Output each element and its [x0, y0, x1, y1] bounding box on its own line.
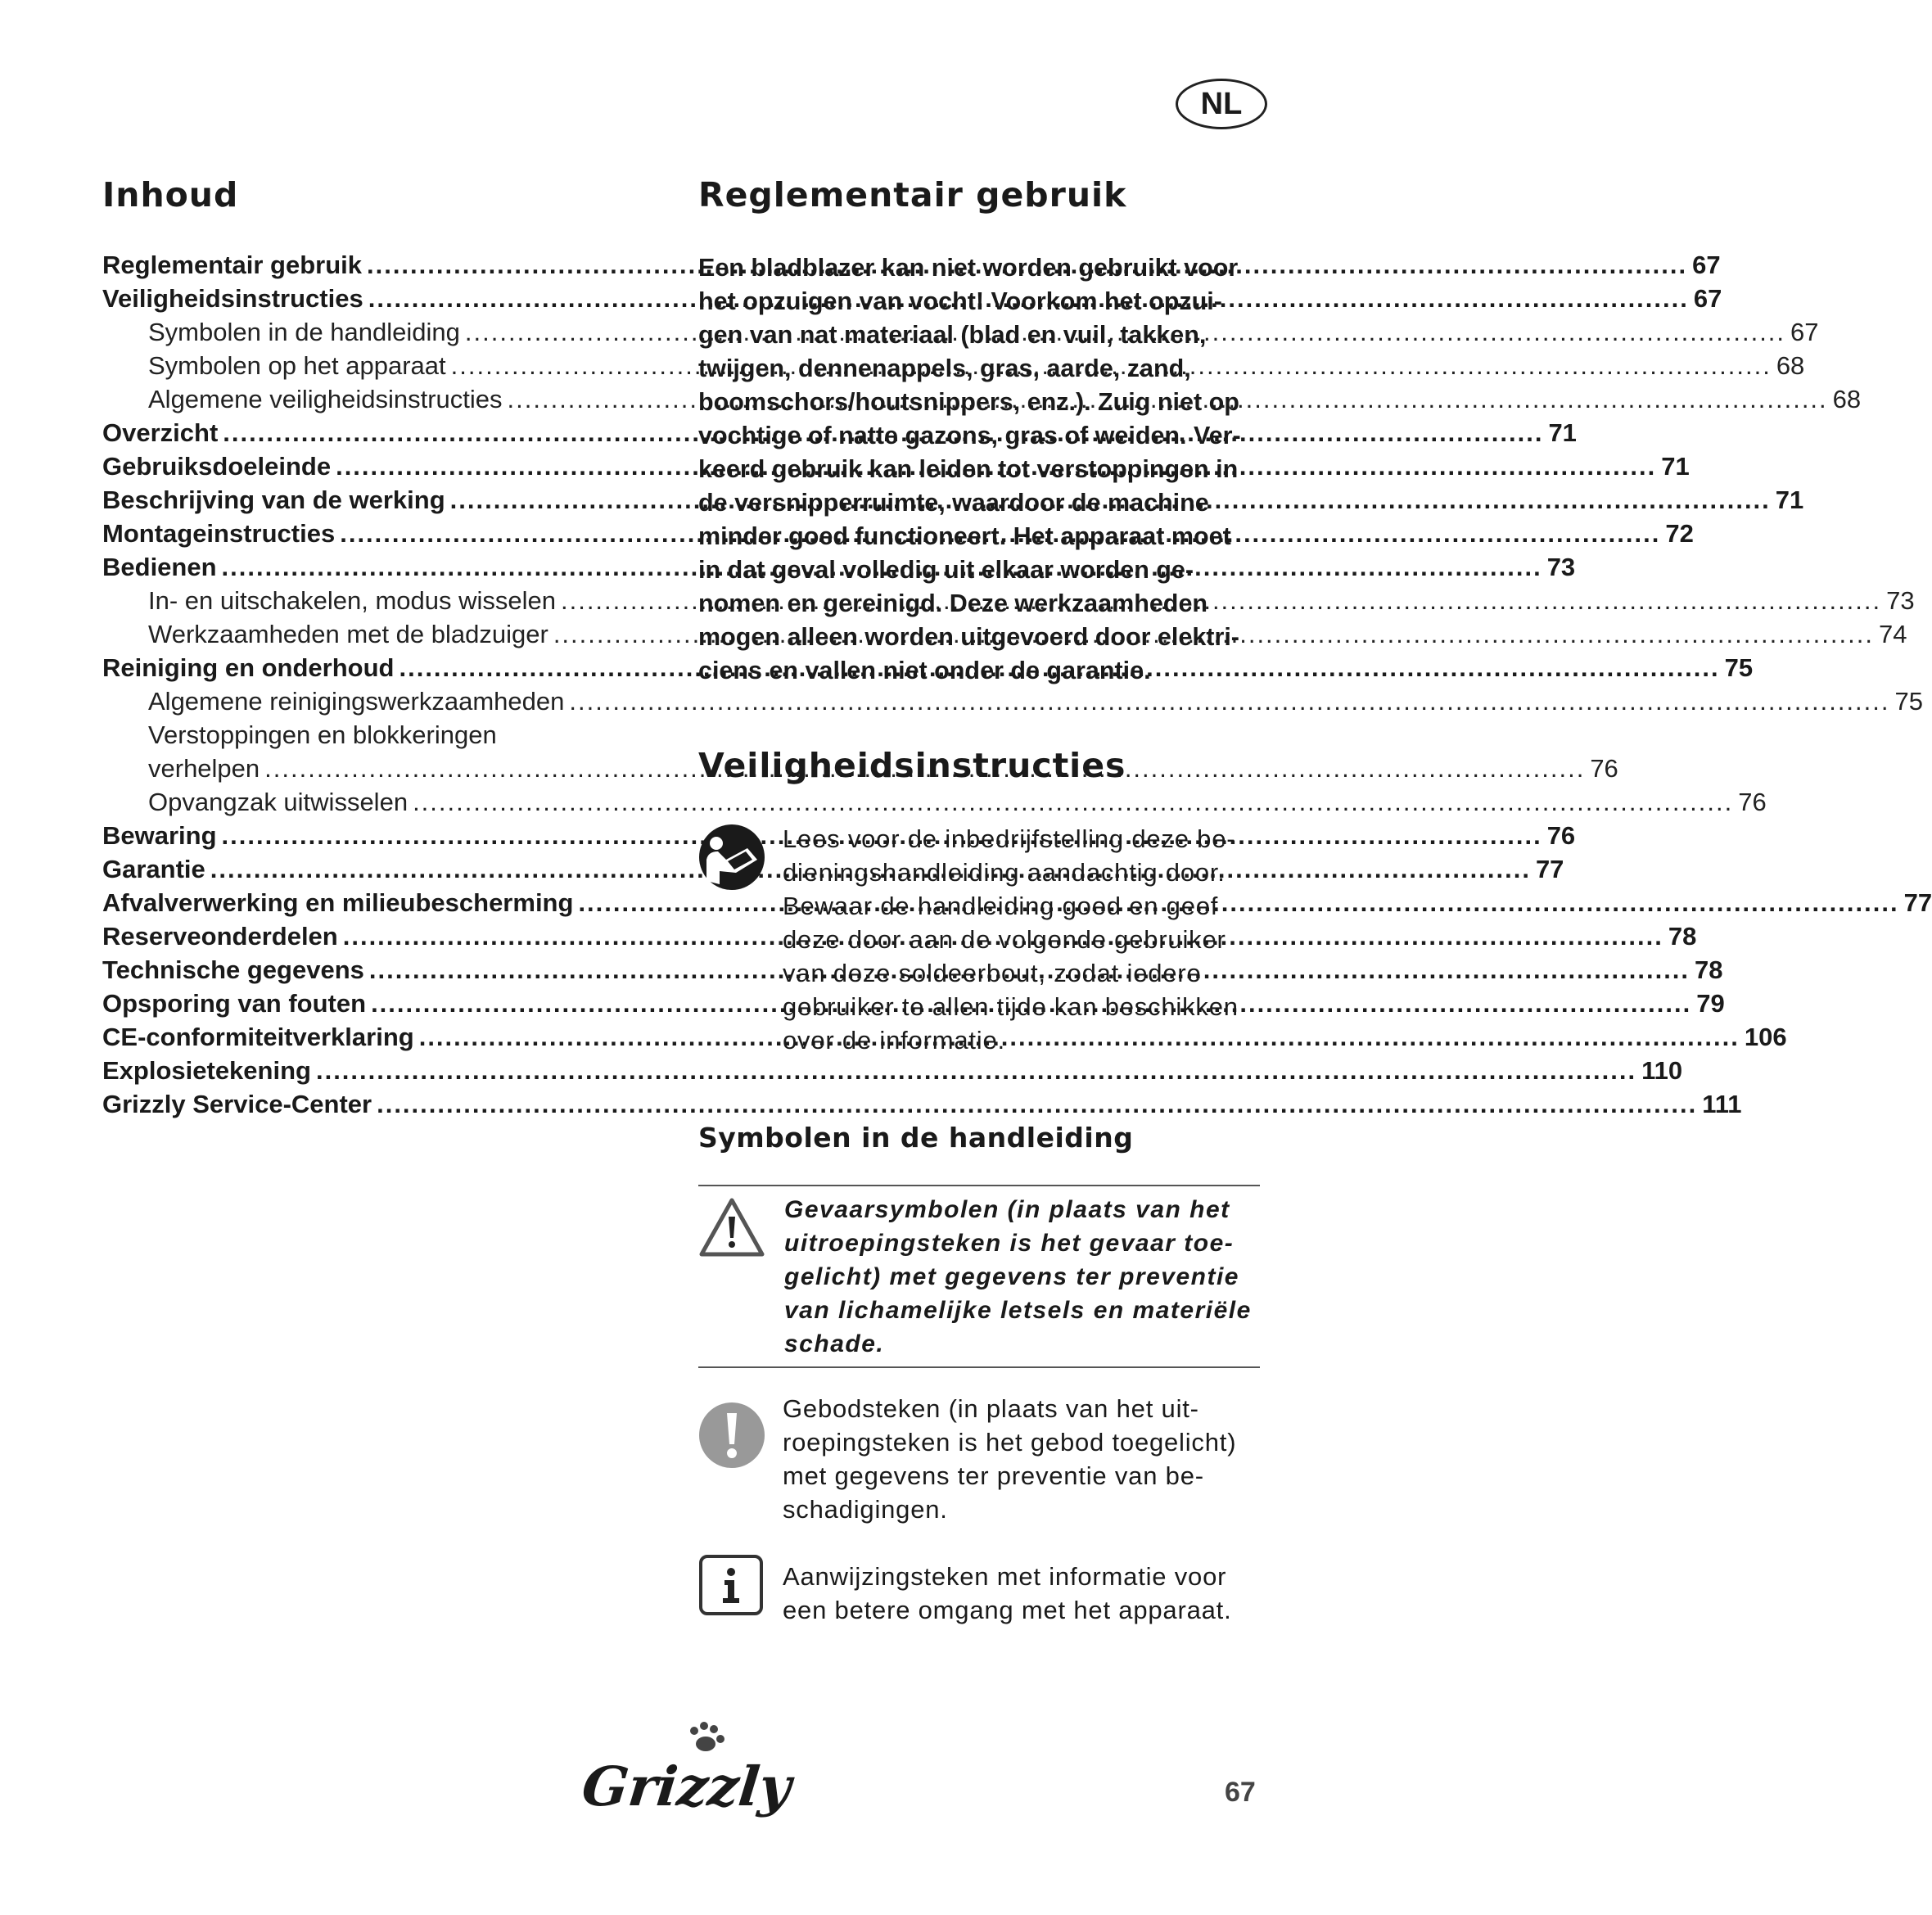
dot-leader — [377, 1090, 1697, 1119]
toc-item-label: CE-conformiteitverklaring — [102, 1023, 414, 1051]
toc-item-label: Bedienen — [102, 553, 217, 581]
text-line: boomschors/houtsnippers, enz.). Zuig niet op — [698, 388, 1239, 416]
toc-item-page: 75 — [1894, 687, 1923, 716]
toc-item-page: 71 — [1548, 418, 1577, 447]
toc-item-label: Gebruiksdoeleinde — [102, 452, 332, 481]
text-line: over de informatie. — [783, 1026, 1005, 1055]
text-line: in dat geval volledig uit elkaar worden ge- — [698, 556, 1194, 584]
toc-item-label: Garantie — [102, 855, 205, 883]
info-icon — [698, 1554, 764, 1616]
toc-item-label: Explosietekening — [102, 1056, 311, 1085]
read-manual-text — [783, 822, 1380, 1057]
toc-item-label: Opsporing van fouten — [102, 989, 367, 1018]
text-line: gelicht) met gegevens ter preventie — [784, 1263, 1239, 1290]
toc-item-page: 68 — [1776, 351, 1805, 380]
toc-item-page: 72 — [1665, 519, 1694, 548]
toc-item[interactable] — [102, 687, 1923, 720]
toc-item-page: 76 — [1590, 754, 1618, 783]
text-line: roepingsteken is het gebod toegelicht) — [783, 1428, 1237, 1457]
dot-leader — [316, 1056, 1636, 1086]
text-line: minder goed functioneert. Het apparaat moet — [698, 522, 1231, 550]
toc-item-label: Verstoppingen en blokkeringen — [148, 720, 497, 749]
toc-item[interactable] — [102, 1056, 1683, 1090]
grizzly-logo — [579, 1719, 795, 1818]
usage-title: Reglementair gebruik — [698, 175, 1127, 215]
text-line: dieningshandleiding aandachtig door. — [783, 858, 1226, 887]
toc-item-label: Technische gegevens — [102, 955, 364, 984]
toc-item-label: Algemene reinigingswerkzaamheden — [148, 687, 565, 716]
text-line: gen van nat materiaal (blad en vuil, takken, — [698, 321, 1207, 349]
text-line: mogen alleen worden uitgevoerd door elektri- — [698, 623, 1239, 651]
text-line: twijgen, dennenappels, gras, aarde, zand, — [698, 355, 1191, 382]
toc-item-label: Algemene veiligheidsinstructies — [148, 385, 503, 413]
symbols-title: Symbolen in de handleiding — [698, 1122, 1134, 1154]
usage-paragraph — [698, 251, 1296, 688]
warning-symbol-text — [784, 1193, 1382, 1361]
toc-item-page: 76 — [1738, 788, 1767, 816]
mandatory-sign-text — [783, 1392, 1380, 1526]
toc-item[interactable] — [102, 788, 1767, 821]
toc-item-page: 75 — [1724, 653, 1754, 682]
toc-item-label: Bewaring — [102, 821, 217, 850]
toc-item-label: Montageinstructies — [102, 519, 336, 548]
text-line: het opzuigen van vocht! Voorkom het opzui- — [698, 287, 1222, 315]
toc-item-label: Beschrijving van de werking — [102, 486, 445, 514]
toc-item-label: In- en uitschakelen, modus wisselen — [148, 586, 556, 615]
toc-item[interactable] — [102, 1090, 1742, 1123]
text-line: Een bladblazer kan niet worden gebruikt voor — [698, 254, 1239, 282]
toc-title: Inhoud — [102, 175, 239, 215]
text-line: uitroepingsteken is het gevaar toe- — [784, 1230, 1235, 1257]
text-line: vochtige of natte gazons, gras of weiden. Ver- — [698, 422, 1241, 449]
toc-item-label: Reiniging en onderhoud — [102, 653, 395, 682]
text-line: van deze soldeerbout, zodat iedere — [783, 959, 1202, 987]
text-line: ciens en vallen niet onder de garantie. — [698, 657, 1151, 684]
divider — [698, 1366, 1260, 1368]
text-line: van lichamelijke letsels en materiële — [784, 1297, 1252, 1324]
toc-item-label: Afvalverwerking en milieubescherming — [102, 888, 574, 917]
toc-item-label: Reglementair gebruik — [102, 251, 362, 279]
language-badge: NL — [1176, 79, 1267, 129]
read-manual-icon — [698, 824, 765, 891]
text-line: deze door aan de volgende gebruiker — [783, 925, 1226, 954]
toc-item-page: 77 — [1903, 888, 1932, 917]
text-line: nomen en gereinigd. Deze werkzaamheden — [698, 589, 1208, 617]
toc-item-label: Symbolen in de handleiding — [148, 318, 460, 346]
text-line: gebruiker te allen tijde kan beschikken — [783, 992, 1239, 1021]
warning-triangle-icon — [698, 1197, 765, 1258]
text-line: Gevaarsymbolen (in plaats van het — [784, 1196, 1230, 1223]
text-line: Aanwijzingsteken met informatie voor — [783, 1562, 1227, 1591]
toc-item-page: 67 — [1790, 318, 1819, 346]
safety-title: Veiligheidsinstructies — [698, 746, 1126, 785]
info-sign-text — [783, 1560, 1380, 1627]
text-line: met gegevens ter preventie van be- — [783, 1461, 1204, 1490]
toc-item-label: Werkzaamheden met de bladzuiger — [148, 620, 548, 648]
toc-item-page: 77 — [1535, 855, 1564, 883]
svg-text:Grizzly: Grizzly — [579, 1755, 795, 1818]
toc-item-page: 74 — [1878, 620, 1907, 648]
toc-item-page: 73 — [1886, 586, 1915, 615]
toc-item-page: 67 — [1692, 251, 1721, 279]
mandatory-sign-icon — [698, 1402, 765, 1469]
toc-item-label: Grizzly Service-Center — [102, 1090, 372, 1118]
toc-item-label: Veiligheidsinstructies — [102, 284, 363, 313]
divider — [698, 1185, 1260, 1186]
dot-leader — [569, 687, 1889, 716]
toc-item-page: 71 — [1775, 486, 1804, 514]
toc-item-page: 71 — [1661, 452, 1690, 481]
text-line: Bewaar de handleiding goed en geef — [783, 892, 1219, 920]
text-line: keerd gebruik kan leiden tot verstoppingen in — [698, 455, 1239, 483]
text-line: Gebodsteken (in plaats van het uit- — [783, 1394, 1199, 1423]
text-line: de versnipperruimte, waardoor de machine — [698, 489, 1209, 517]
toc-item-page: 79 — [1696, 989, 1725, 1018]
toc-item-page: 76 — [1546, 821, 1576, 850]
text-line: schade. — [784, 1330, 885, 1357]
text-line: schadigingen. — [783, 1495, 948, 1524]
toc-item-label: Opvangzak uitwisselen — [148, 788, 409, 816]
toc-item[interactable] — [102, 720, 672, 754]
toc-item-label: verhelpen — [148, 754, 260, 783]
text-line: Lees voor de inbedrijfstelling deze be- — [783, 824, 1236, 853]
text-line: een betere omgang met het apparaat. — [783, 1596, 1232, 1624]
toc-item-label: Overzicht — [102, 418, 219, 447]
toc-item-page: 73 — [1546, 553, 1576, 581]
toc-item-page: 110 — [1641, 1056, 1683, 1085]
toc-item-page: 67 — [1693, 284, 1722, 313]
dot-leader — [413, 788, 1733, 817]
toc-item-page: 78 — [1695, 955, 1723, 984]
toc-item-page: 106 — [1744, 1023, 1787, 1051]
toc-item-page: 68 — [1832, 385, 1862, 413]
toc-item-label: Symbolen op het apparaat — [148, 351, 446, 380]
toc-item-label: Reserveonderdelen — [102, 922, 338, 951]
toc-item-page: 111 — [1702, 1090, 1742, 1118]
toc-item-page: 78 — [1668, 922, 1697, 951]
page-number: 67 — [1225, 1777, 1256, 1808]
